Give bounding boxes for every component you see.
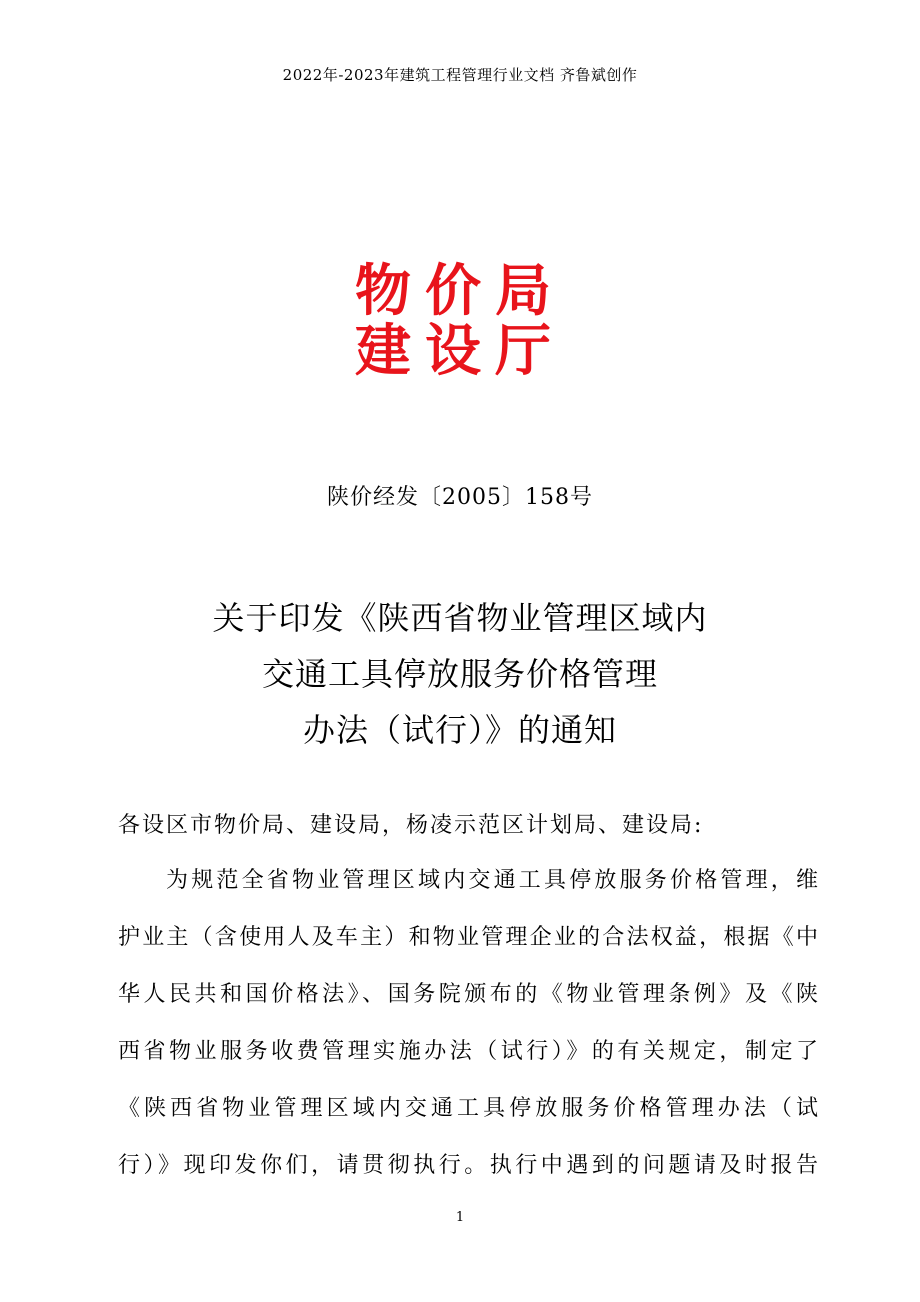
- body-paragraph-line: 《陕西省物业管理区域内交通工具停放服务价格管理办法（试: [118, 1096, 818, 1121]
- document-title-line-3: 办法（试行）》的通知: [302, 711, 617, 749]
- issuer-price-bureau: 物价局: [355, 259, 565, 324]
- page-number: 1: [455, 1210, 465, 1225]
- body-paragraph-line: 护业主（含使用人及车主）和物业管理企业的合法权益，根据《中: [118, 925, 818, 950]
- issuer-construction-department: 建设厅: [355, 319, 565, 384]
- body-paragraph-line: 为规范全省物业管理区域内交通工具停放服务价格管理，维: [166, 868, 818, 893]
- document-title-line-1: 关于印发《陕西省物业管理区域内: [212, 599, 708, 637]
- running-header: 2022年-2023年建筑工程管理行业文档 齐鲁斌创作: [282, 66, 638, 84]
- document-number: 陕价经发〔2005〕158号: [327, 485, 593, 510]
- body-paragraph-line: 西省物业服务收费管理实施办法（试行）》的有关规定，制定了: [118, 1039, 818, 1064]
- body-paragraph-line: 行）》现印发你们，请贯彻执行。执行中遇到的问题请及时报告: [118, 1153, 818, 1178]
- document-title-line-2: 交通工具停放服务价格管理: [261, 655, 658, 693]
- salutation: 各设区市物价局、建设局，杨凌示范区计划局、建设局:: [118, 813, 704, 838]
- body-paragraph-line: 华人民共和国价格法》、国务院颁布的《物业管理条例》及《陕: [118, 982, 818, 1007]
